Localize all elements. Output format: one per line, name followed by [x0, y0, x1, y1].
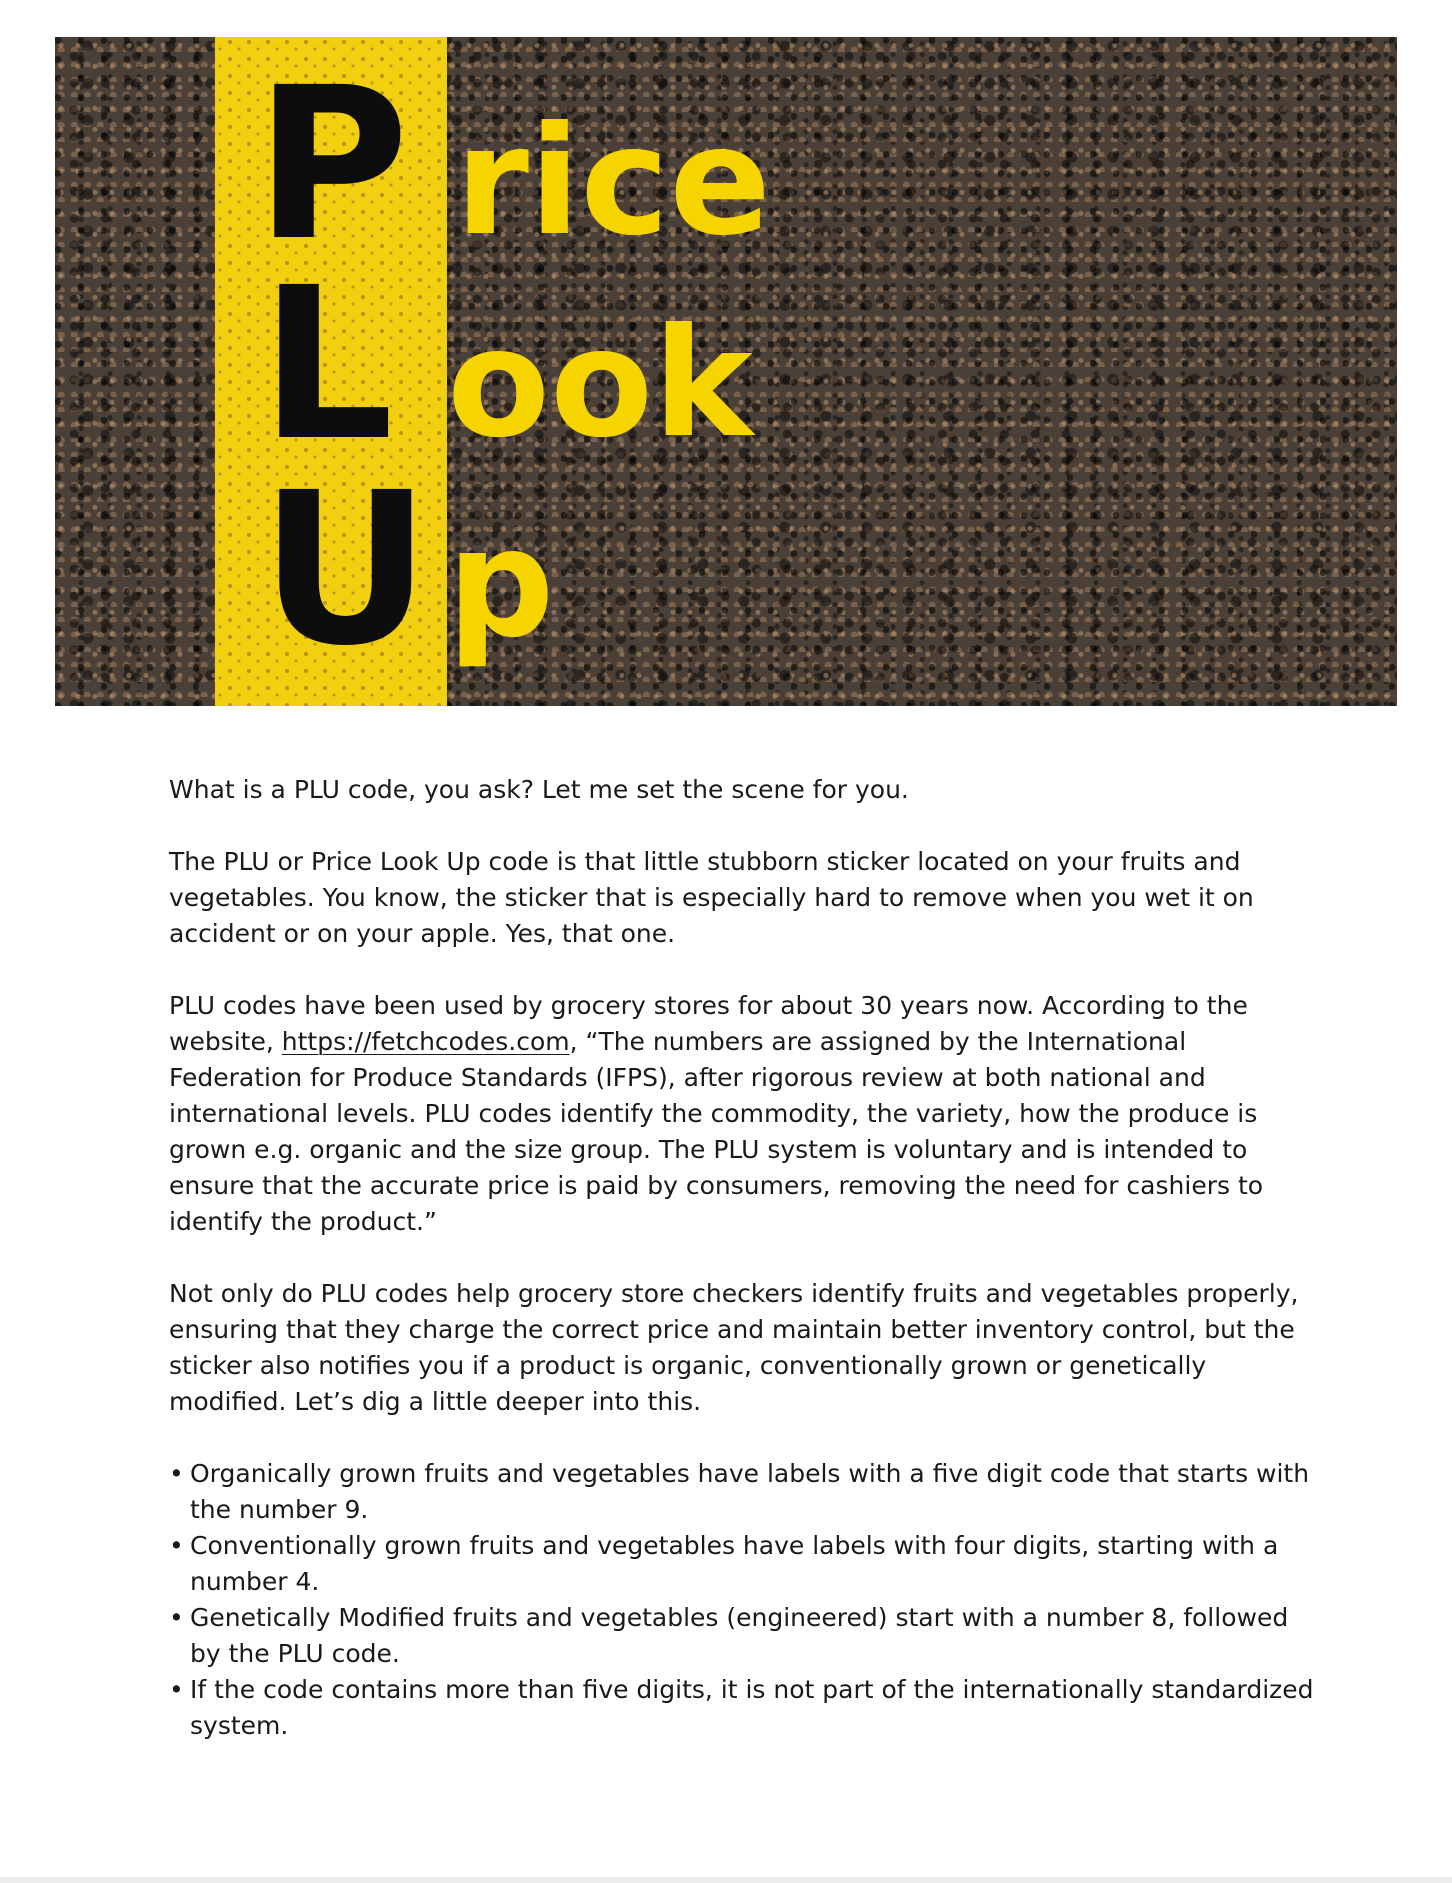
fetchcodes-link[interactable]: https://fetchcodes.com — [281, 1027, 570, 1056]
letter-l: L — [260, 242, 394, 487]
hero-image — [55, 37, 1397, 706]
history-quote-text: , “The numbers are assigned by the International Federation for Produce Standards (IFPS), after rigorous review at both national and international levels. PLU codes identify the commodity, the variety, how the produce is grown e.g. organic and the size group. The PLU system is voluntary and is intended to ensure that the accurate price is paid by consumers, removing the need for cashiers to identify the product.” — [169, 1027, 1264, 1236]
list-item — [169, 1600, 1319, 1672]
word-price-rest: rice — [455, 95, 772, 269]
list-item-text: Genetically Modified fruits and vegetables (engineered) start with a number 8, followed by the PLU code. — [190, 1603, 1289, 1668]
intro-paragraph: What is a PLU code, you ask? Let me set the scene for you. — [169, 775, 909, 804]
list-item — [169, 1672, 1319, 1744]
article-body — [169, 772, 1319, 1744]
list-item-text: Organically grown fruits and vegetables have labels with a five digit code that starts with the number 9. — [190, 1459, 1310, 1524]
plu-road-graphic — [55, 37, 1397, 706]
plu-purpose-paragraph: Not only do PLU codes help grocery store checkers identify fruits and vegetables properly, ensuring that they charge the correct price and maintain better inventory control, but the sticker also notifies you if a product is organic, conventionally grown or genetically modified. Let’s dig a little deeper into this. — [169, 1279, 1299, 1416]
bullet-icon: • — [169, 1459, 184, 1488]
bullet-icon: • — [169, 1531, 184, 1560]
plu-history-paragraph — [169, 988, 1319, 1240]
letter-p: P — [255, 42, 409, 287]
page-bottom-edge — [0, 1877, 1452, 1883]
plu-code-list — [169, 1456, 1319, 1744]
list-item-text: If the code contains more than five digits, it is not part of the internationally standardized system. — [190, 1675, 1314, 1740]
bullet-icon: • — [169, 1603, 184, 1632]
history-text-before-link: PLU codes have been used by grocery stores for about 30 years now. According to the website, — [169, 991, 1248, 1056]
plu-definition-paragraph: The PLU or Price Look Up code is that little stubborn sticker located on your fruits and vegetables. You know, the sticker that is especially hard to remove when you wet it on accident or on your apple. Yes, that one. — [169, 847, 1254, 948]
word-look-rest: ook — [447, 297, 753, 471]
bullet-icon: • — [169, 1675, 184, 1704]
word-up-rest: p — [447, 497, 555, 671]
letter-u: U — [260, 447, 431, 692]
list-item — [169, 1528, 1319, 1600]
list-item-text: Conventionally grown fruits and vegetables have labels with four digits, starting with a number 4. — [190, 1531, 1279, 1596]
list-item — [169, 1456, 1319, 1528]
